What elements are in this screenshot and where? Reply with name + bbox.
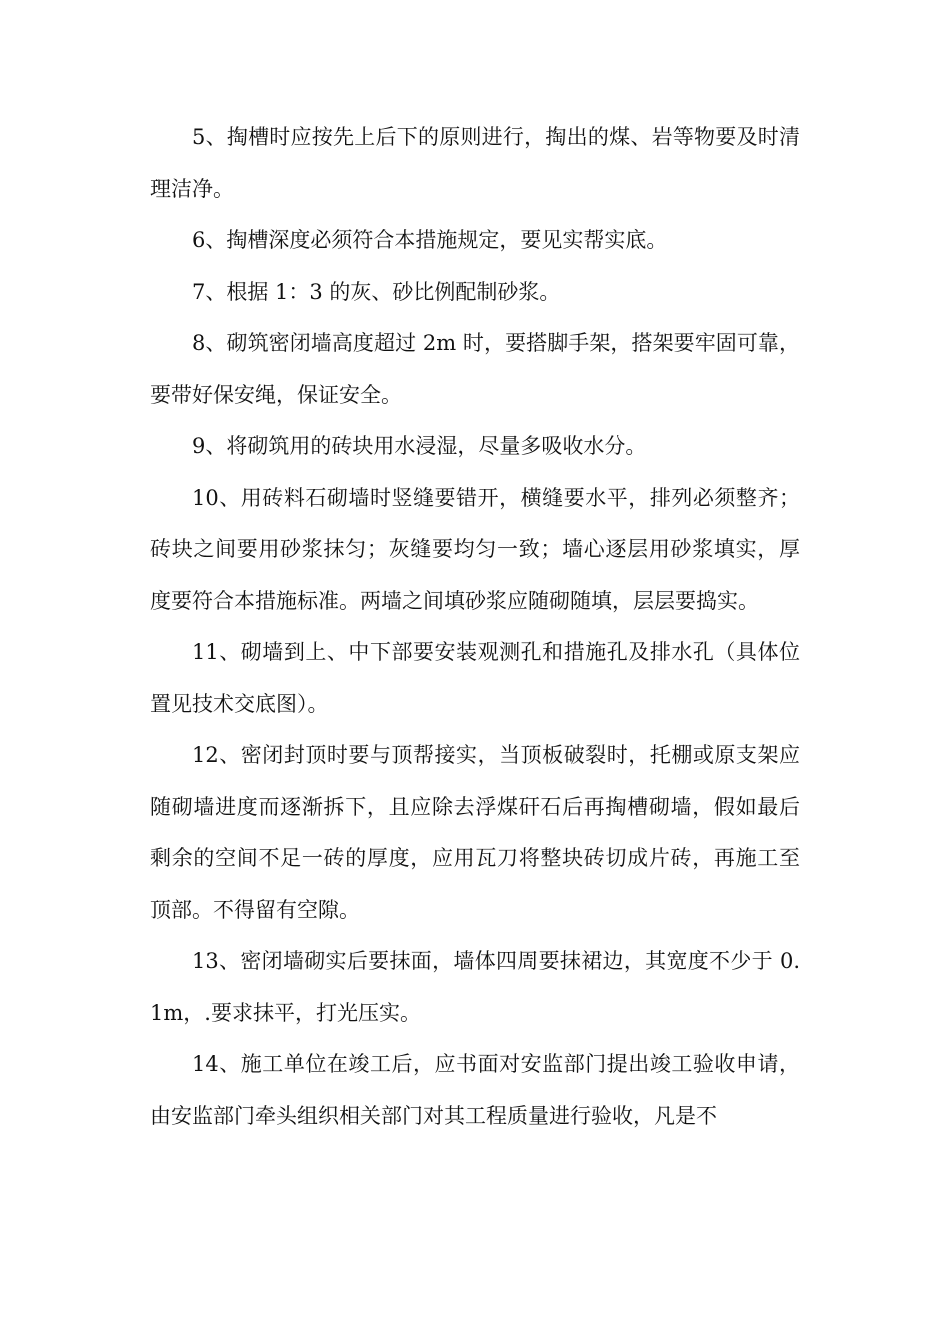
- paragraph-item-6: 6、掏槽深度必须符合本措施规定，要见实帮实底。: [192, 228, 668, 252]
- paragraph-item-7: 7、根据 1：3 的灰、砂比例配制砂浆。: [192, 279, 561, 304]
- paragraph-item-8: 8、砌筑密闭墙高度超过 2m 时，要搭脚手架，搭架要牢固可靠，要带好保安绳，保证安全。: [150, 331, 800, 407]
- document-body: [150, 112, 800, 1142]
- paragraph-item-10: 10、用砖料石砌墙时竖缝要错开，横缝要水平，排列必须整齐；砖块之间要用砂浆抹匀；灰缝要均匀一致；墙心逐层用砂浆填实，厚度要符合本措施标准。两墙之间填砂浆应随砌随填，层层要捣实。: [150, 485, 800, 613]
- paragraph-item-11: 11、砌墙到上、中下部要安装观测孔和措施孔及排水孔（具体位置见技术交底图）。: [150, 640, 800, 716]
- paragraph-item-9: 9、将砌筑用的砖块用水浸湿，尽量多吸收水分。: [192, 434, 647, 458]
- paragraph-item-13: 13、密闭墙砌实后要抹面，墙体四周要抹裙边，其宽度不少于 0.1m，.要求抹平，打光压实。: [150, 949, 800, 1025]
- paragraph-item-12: 12、密闭封顶时要与顶帮接实，当顶板破裂时，托棚或原支架应随砌墙进度而逐渐拆下，且应除去浮煤矸石后再掏槽砌墙，假如最后剩余的空间不足一砖的厚度，应用瓦刀将整块砖切成片砖，再施工至顶部。不得留有空隙。: [150, 743, 800, 922]
- paragraph-item-5: 5、掏槽时应按先上后下的原则进行，掏出的煤、岩等物要及时清理洁净。: [150, 125, 800, 201]
- paragraph-item-14: 14、施工单位在竣工后，应书面对安监部门提出竣工验收申请，由安监部门牵头组织相关部门对其工程质量进行验收，凡是不: [150, 1052, 800, 1128]
